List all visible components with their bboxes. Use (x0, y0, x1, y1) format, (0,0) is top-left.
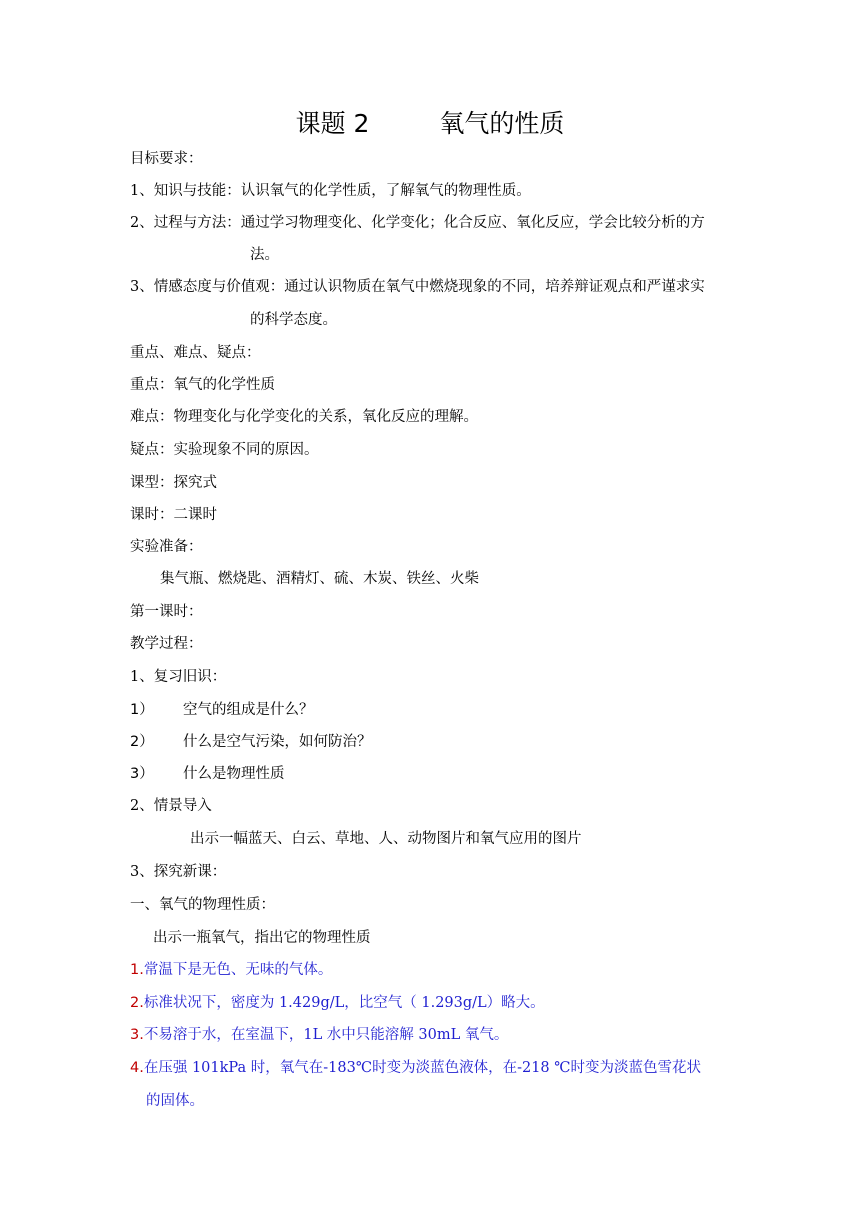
difficult-point: 难点：物理变化与化学变化的关系，氧化反应的理解。 (130, 409, 478, 425)
key-points-heading: 重点、难点、疑点： (130, 345, 261, 361)
intro-heading: 2、情景导入 (130, 798, 212, 814)
intro-text: 出示一幅蓝天、白云、草地、人、动物图片和氧气应用的图片 (190, 831, 582, 847)
first-lesson: 第一课时： (130, 604, 203, 620)
lesson-type: 课型：探究式 (130, 475, 217, 491)
process-heading: 教学过程： (130, 636, 203, 652)
review-item-number: 1） (130, 702, 154, 718)
preparation-items: 集气瓶、燃烧匙、酒精灯、硫、木炭、铁丝、火柴 (160, 571, 479, 587)
property-text: 常温下是无色、无味的气体。 (143, 962, 333, 978)
property-4 (130, 1058, 701, 1078)
property-number: 4. (130, 1060, 144, 1076)
show-oxygen-text: 出示一瓶氧气，指出它的物理性质 (153, 930, 371, 946)
property-text: 不易溶于水，在室温下，1L 水中只能溶解 30mL 氧气。 (143, 1027, 509, 1043)
review-item-text: 什么是物理性质 (183, 766, 285, 782)
property-number: 3. (130, 1027, 144, 1043)
property-2 (130, 993, 545, 1013)
review-item-1 (130, 700, 314, 720)
objective-2-cont: 法。 (250, 247, 279, 263)
title-lesson-number: 课题 2 (295, 109, 370, 138)
physical-properties-heading: 一、氧气的物理性质： (130, 897, 275, 913)
review-item-3 (130, 764, 285, 784)
property-1 (130, 960, 332, 980)
objective-3-cont: 的科学态度。 (250, 312, 337, 328)
property-text: 标准状况下，密度为 1.429g/L，比空气（ 1.293g/L）略大。 (143, 995, 545, 1011)
preparation-heading: 实验准备： (130, 539, 203, 555)
objective-1: 1、知识与技能：认识氧气的化学性质，了解氧气的物理性质。 (130, 183, 531, 199)
lesson-hours: 课时：二课时 (130, 507, 217, 523)
title-topic: 氧气的性质 (439, 109, 565, 138)
page-title (0, 104, 860, 140)
property-4-cont: 的固体。 (146, 1093, 204, 1109)
review-item-2 (130, 732, 372, 752)
review-heading: 1、复习旧识： (130, 669, 227, 685)
property-number: 1. (130, 962, 144, 978)
objective-2: 2、过程与方法：通过学习物理变化、化学变化；化合反应、氧化反应，学会比较分析的方 (130, 215, 705, 231)
property-text: 在压强 101kPa 时，氧气在-183℃时变为淡蓝色液体，在-218 ℃时变为淡蓝色雪花状 (143, 1060, 701, 1076)
objective-3: 3、情感态度与价值观：通过认识物质在氧气中燃烧现象的不同，培养辩证观点和严谨求实 (130, 279, 705, 295)
review-item-text: 空气的组成是什么？ (183, 702, 314, 718)
property-3 (130, 1025, 508, 1045)
review-item-text: 什么是空气污染，如何防治？ (183, 734, 372, 750)
property-number: 2. (130, 995, 144, 1011)
review-item-number: 2） (130, 734, 154, 750)
doubt-point: 疑点：实验现象不同的原因。 (130, 442, 319, 458)
objectives-heading: 目标要求： (130, 151, 203, 167)
explore-heading: 3、探究新课： (130, 864, 227, 880)
review-item-number: 3） (130, 766, 154, 782)
key-point: 重点：氧气的化学性质 (130, 377, 275, 393)
